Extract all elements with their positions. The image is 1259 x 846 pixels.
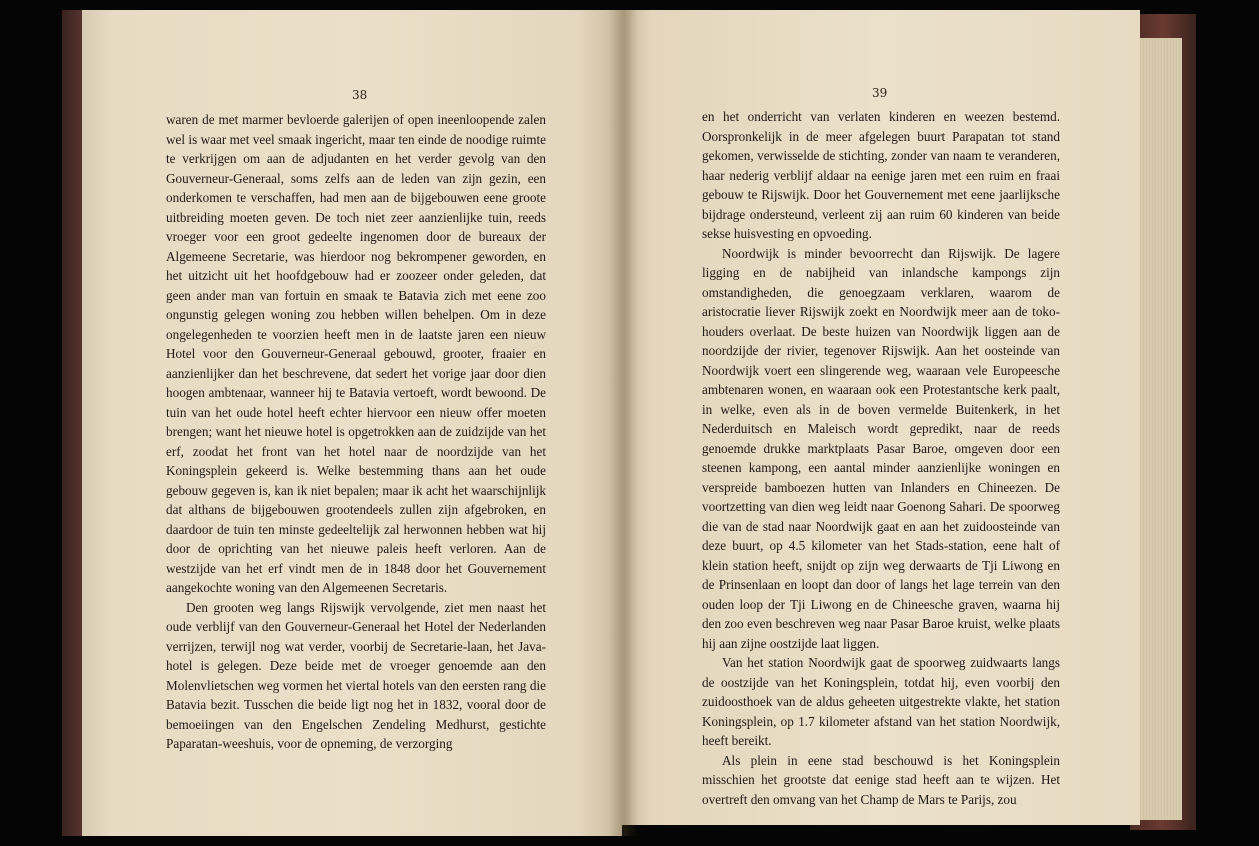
left-page [82,10,622,836]
book-gutter [608,10,638,836]
left-paragraph-2: Den grooten weg langs Rijswijk vervolgende, ziet men naast het oude verblijf van den Gouverneur-Generaal het Hotel der Nederlanden verrijzen, terwijl nog wat verder, voorbij de Secretarie-laan, het Java-hotel is gelegen. Deze beide met de vroeger genoemde aan den Molenvlietschen weg vormen het viertal hotels van den eersten rang die Batavia bezit. Tusschen die beide ligt nog het in 1832, vooral door de bemoeiingen van den Engelschen Zendeling Medhurst, gestichte Paparatan-weeshuis, voor de opneming, de verzorging [166,599,546,751]
left-paragraph-1: waren de met marmer bevloerde galerijen of open ineenloopende zalen wel is waar met veel smaak ingericht, maar ten einde de noodige ruimte te verkrijgen om aan de adjudanten en het verder gevolg van den Gouverneur-Generaal, soms zelfs aan de leden van zijn gezin, een onderkomen te verschaffen, had men aan de bijgebouwen eene groote uitbreiding moeten geven. De toch niet zeer aanzienlijke tuin, reeds vroeger voor een groot gedeelte ingenomen door de bureaux der Algemeene Secretarie, was hierdoor nog bekrompener geworden, en het uitzicht uit het hoofdgebouw had er zoozeer onder geleden, dat geen ander man van fortuin en smaak te Batavia zich met eene zoo ongunstig gelegen woning zou hebben willen behelpen. Om in deze ongelegenheden te voorzien heeft men in de laatste jaren een nieuw Hotel voor den Gouverneur-Generaal gebouwd, grooter, fraaier en aanzienlijker dan het beschrevene, dat sedert het vorige jaar door dien hoogen ambtenaar, wanneer hij te Batavia vertoeft, wordt bewoond. De tuin van het oude hotel heeft echter hiervoor een nieuw offer moeten brengen; want het nieuwe hotel is opgetrokken aan de zuidzijde van het erf, zoodat het front van het hotel naar de noordzijde van het Koningsplein gekeerd is. Welke bestemming thans aan het oude gebouw gegeven is, kan ik niet bepalen; maar ik acht het waarschijnlijk dat althans de bijgebouwen grootendeels zullen zijn afgebroken, en daardoor de tuin ten minste gedeeltelijk zal herwonnen hebben wat hij door de oprichting van het nieuwe paleis heeft verloren. Aan de westzijde van het erf vindt men de in 1848 door het Gouvernement aangekochte woning van den Algemeenen Secretaris. [166,112,546,595]
right-paragraph-1: en het onderricht van verlaten kinderen en weezen bestemd. Oorspronkelijk in de meer afgelegen buurt Parapatan tot stand gekomen, verwisselde de stichting, zonder van naam te veranderen, haar nederig verblijf aldaar na eenige jaren met een ruim en fraai gebouw te Rijswijk. Door het Gouvernement met eene jaarlijksche bijdrage ondersteund, verleent zij aan ruim 60 kinderen van beide sekse huisvesting en opvoeding. [702,109,1060,241]
right-paragraph-2: Noordwijk is minder bevoorrecht dan Rijswijk. De lagere ligging en de nabijheid van inlandsche kampongs zijn omstandigheden, die genoegzaam verklaren, waarom de aristocratie liever Rijswijk zoekt en Noordwijk meer aan de toko-houders overlaat. De beste huizen van Noordwijk liggen aan de noordzijde der rivier, tegenover Rijswijk. Aan het oosteinde van Noordwijk voert een slingerende weg, waaraan vele Europeesche ambtenaren wonen, en waaraan ook een Protestantsche kerk paalt, in welke, even als in de boven vermelde Buitenkerk, in het Nederduitsch en Maleisch wordt gepredikt, naar de reeds genoemde drukke marktplaats Pasar Baroe, omgeven door een steenen kampong, een aantal minder aanzienlijke woningen en verspreide bamboezen hutten van Inlanders en Chineezen. De voortzetting van dien weg leidt naar Goenong Sahari. De spoorweg die van de stad naar Noordwijk gaat en aan het zuidoosteinde van deze buurt, op 4.5 kilometer van het Stads-station, eene halt of klein station heeft, snijdt op zijn weg derwaarts de Tji Liwong en de Prinsenlaan en loopt dan door of langs het lage terrein van den ouden loop der Tji Liwong en de Chineesche graven, waarna hij den zoo even beschreven weg naar Pasar Baroe kruist, welke plaats hij aan zijne oostzijde laat liggen. [702,245,1060,651]
right-paragraph-3: Van het station Noordwijk gaat de spoorweg zuidwaarts langs de oostzijde van het Koningsplein, totdat hij, even voorbij den zuidoosthoek van de aldus geheeten uitgestrekte vlakte, het station Koningsplein, op 1.7 kilometer afstand van het station Noordwijk, heeft bereikt. [702,655,1060,748]
right-page [620,10,1140,825]
left-page-number: 38 [352,88,368,102]
left-page-text [166,110,546,754]
right-paragraph-4: Als plein in eene stad beschouwd is het Koningsplein misschien het grootste dat eenige stad heeft aan te wijzen. Het overtreft den omvang van het Champ de Mars te Parijs, zou [702,752,1060,807]
right-page-text [702,107,1060,809]
right-page-number: 39 [872,86,888,100]
